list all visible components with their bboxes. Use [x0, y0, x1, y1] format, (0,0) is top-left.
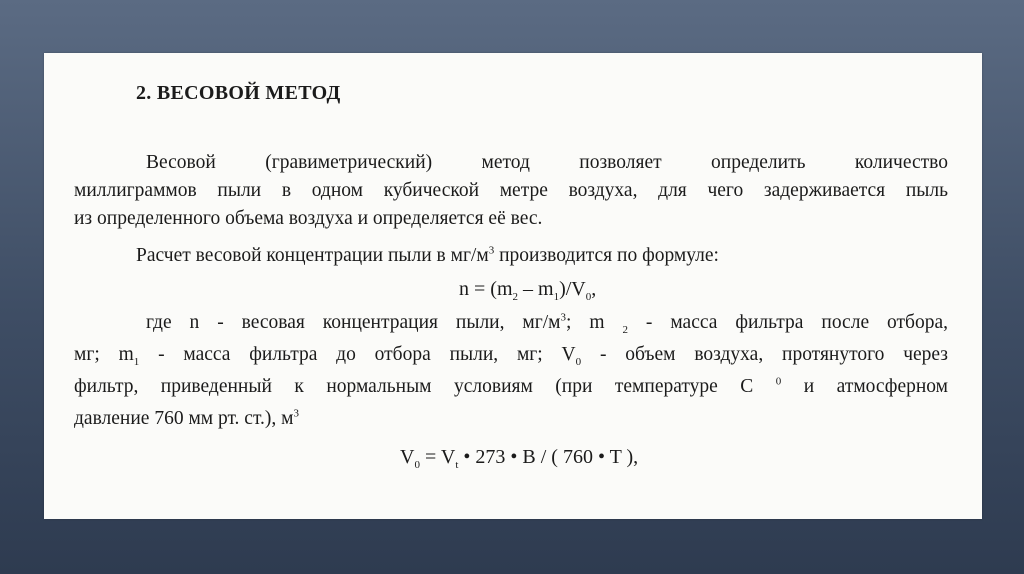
- paragraph-1-line-1: Весовой (гравиметрический) метод позволяет определить количество: [146, 152, 948, 173]
- formula-concentration: [459, 277, 596, 301]
- section-heading: 2. ВЕСОВОЙ МЕТОД: [136, 82, 341, 104]
- def-1-c: - масса фильтра после отбора,: [627, 312, 948, 333]
- paragraph-2-text: Расчет весовой концентрации пыли в мг/м: [136, 245, 489, 266]
- def-2-sub-2: 0: [575, 355, 582, 368]
- definitions-line-2: [74, 343, 948, 367]
- paragraph-2-text-after: производится по формуле:: [494, 245, 719, 266]
- def-1-b: ; m: [566, 312, 623, 333]
- formula-1-lead: n = (m: [459, 278, 513, 300]
- formula-2-lead: V: [400, 446, 415, 468]
- def-3-b: и атмосферном: [781, 376, 949, 397]
- paragraph-2: [136, 244, 719, 268]
- formula-2-sub-0: 0: [414, 459, 420, 471]
- formula-1-mid2: )/V: [559, 278, 586, 300]
- def-3-a: фильтр, приведенный к нормальным условиям (при температуре С: [74, 376, 776, 397]
- def-2-b: - масса фильтра до отбора пыли, мг; V: [139, 344, 576, 365]
- definitions-line-3: [74, 375, 948, 399]
- def-1-sup: 3: [560, 311, 567, 324]
- formula-1-tail: ,: [591, 278, 597, 300]
- formula-2-mid: = V: [419, 446, 456, 468]
- formula-volume: [400, 445, 638, 469]
- formula-2-sub-t: t: [455, 459, 459, 471]
- formula-1-mid: – m: [518, 278, 554, 300]
- paragraph-1-line-3: из определенного объема воздуха и определяется её вес.: [74, 208, 543, 229]
- paragraph-1-line-2: миллиграммов пыли в одном кубической метре воздуха, для чего задерживается пыль: [74, 180, 948, 201]
- def-2-sub-1: 1: [133, 355, 140, 368]
- def-4-sup: 3: [293, 407, 299, 420]
- def-1-a: где n - весовая концентрация пыли, мг/м: [146, 312, 561, 333]
- def-3-sup: 0: [775, 375, 782, 388]
- document-page: [44, 53, 982, 519]
- paragraph-2-sup: 3: [488, 244, 495, 257]
- definitions-line-4: [74, 407, 299, 431]
- definitions-line-1: [146, 311, 948, 335]
- def-1-sub: 2: [622, 323, 628, 336]
- formula-1-sub-0: 0: [585, 291, 592, 303]
- formula-1-sub-1: 1: [553, 291, 560, 303]
- def-4-a: давление 760 мм рт. ст.), м: [74, 408, 294, 429]
- formula-1-sub-2: 2: [512, 291, 518, 303]
- formula-2-tail: • 273 • B / ( 760 • T ),: [458, 446, 639, 468]
- def-2-a: мг; m: [74, 344, 134, 365]
- def-2-c: - объем воздуха, протянутого через: [581, 344, 949, 365]
